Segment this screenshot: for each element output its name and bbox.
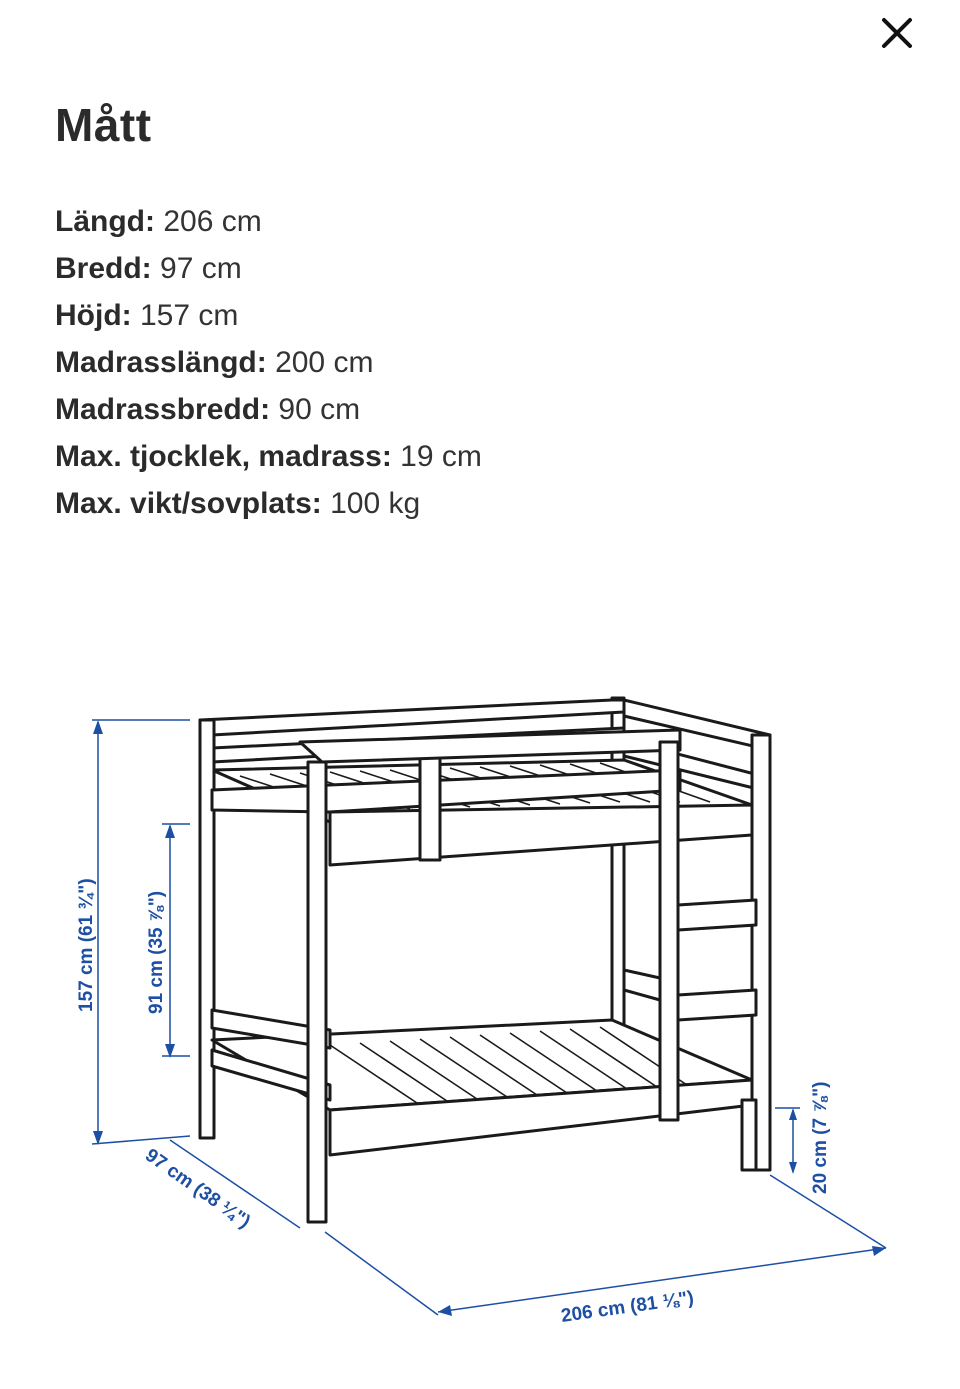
spec-label: Längd: [55,205,155,238]
spec-value: 19 cm [400,440,482,473]
spec-label: Madrasslängd: [55,346,267,379]
spec-mattress-length [55,339,482,386]
spec-height [55,292,482,339]
length-dimension-label: 206 cm (81 ⅛") [559,1287,696,1327]
spec-value: 157 cm [139,299,239,332]
depth-dimension-label: 97 cm (38 ¼") [141,1144,254,1233]
spec-max-weight [55,480,482,527]
bunk-bed-drawing [200,698,770,1222]
bunk-bed-dimension-diagram [0,680,960,1389]
spec-label: Bredd: [55,252,152,285]
spec-width [55,245,482,292]
spec-label: Höjd: [55,299,132,332]
page-title: Mått [55,99,152,151]
spec-length [55,198,482,245]
spec-mattress-thickness [55,433,482,480]
spec-label: Max. tjocklek, madrass: [55,440,392,473]
dimension-specs-list [55,198,482,527]
underbed-height-dimension-label: 91 cm (35 ⅞") [146,890,167,1014]
spec-value: 100 kg [330,487,421,520]
spec-value: 90 cm [278,393,361,426]
spec-mattress-width [55,386,482,433]
spec-value: 97 cm [160,252,242,285]
height-dimension-label: 157 cm (61 ¾") [76,878,97,1012]
floor-clearance-dimension-label: 20 cm (7 ⅞") [810,1081,831,1194]
spec-label: Max. vikt/sovplats: [55,487,322,520]
spec-value: 200 cm [275,346,374,379]
spec-value: 206 cm [163,205,262,238]
spec-label: Madrassbredd: [55,393,271,426]
close-icon [880,16,914,50]
close-button[interactable] [868,8,926,58]
